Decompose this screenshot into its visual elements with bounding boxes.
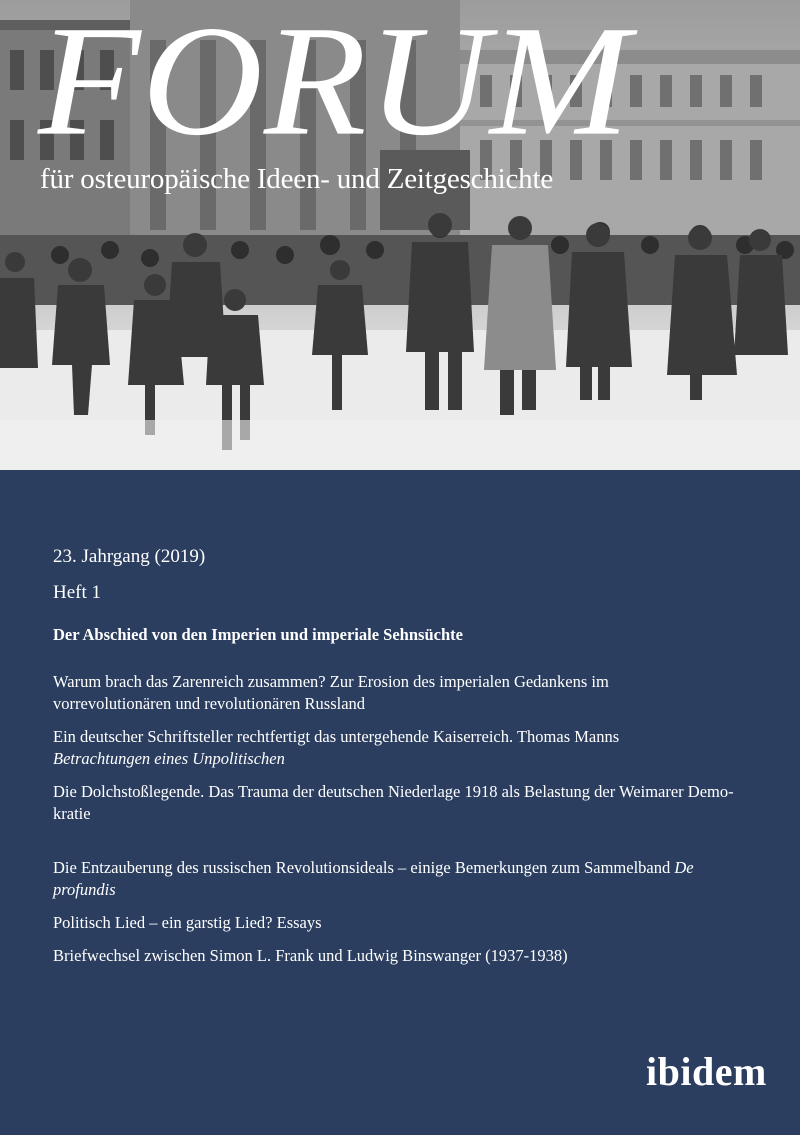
journal-title: FORUM: [38, 0, 631, 169]
cover-photo: [0, 0, 800, 470]
issue-number: Heft 1: [53, 582, 102, 603]
contents-panel: [0, 470, 800, 1135]
issue-theme: Der Abschied von den Imperien und imperiale Sehnsüchte: [53, 625, 463, 644]
journal-subtitle: für osteuropäische Ideen- und Zeitgeschichte: [40, 163, 553, 195]
article-title: [53, 912, 753, 934]
article-line: Briefwechsel zwischen Simon L. Frank und Ludwig Binswanger (1937-1938): [53, 946, 568, 965]
volume-label: 23. Jahrgang (2019): [53, 546, 206, 567]
article-line: vorrevolutionären und revolutionären Russland: [53, 694, 366, 713]
article-line-text: Die Entzauberung des russischen Revolutionsideals – einige Bemerkungen zum Sammelband: [53, 858, 671, 877]
article-book-title: De: [674, 858, 694, 877]
article-line: Politisch Lied – ein garstig Lied? Essays: [53, 913, 322, 932]
article-line: kratie: [53, 804, 91, 823]
article-title: [53, 726, 763, 770]
article-book-title: Betrachtungen eines Unpolitischen: [53, 749, 285, 768]
article-title: [53, 945, 753, 967]
further-articles: [53, 857, 753, 978]
article-line: [53, 857, 753, 879]
publisher-logo: ibidem: [646, 1049, 767, 1094]
article-book-title: profundis: [53, 880, 116, 899]
theme-articles: [53, 671, 763, 836]
article-title: [53, 781, 763, 825]
article-title: [53, 857, 753, 901]
article-line: Warum brach das Zarenreich zusammen? Zur Erosion des imperialen Gedankens im: [53, 672, 609, 691]
article-line: Die Dolchstoßlegende. Das Trauma der deutschen Niederlage 1918 als Belastung der Weimarer Demo-: [53, 782, 734, 801]
article-title: [53, 671, 763, 715]
article-line: Ein deutscher Schriftsteller rechtfertigt das untergehende Kaiserreich. Thomas Manns: [53, 727, 620, 746]
